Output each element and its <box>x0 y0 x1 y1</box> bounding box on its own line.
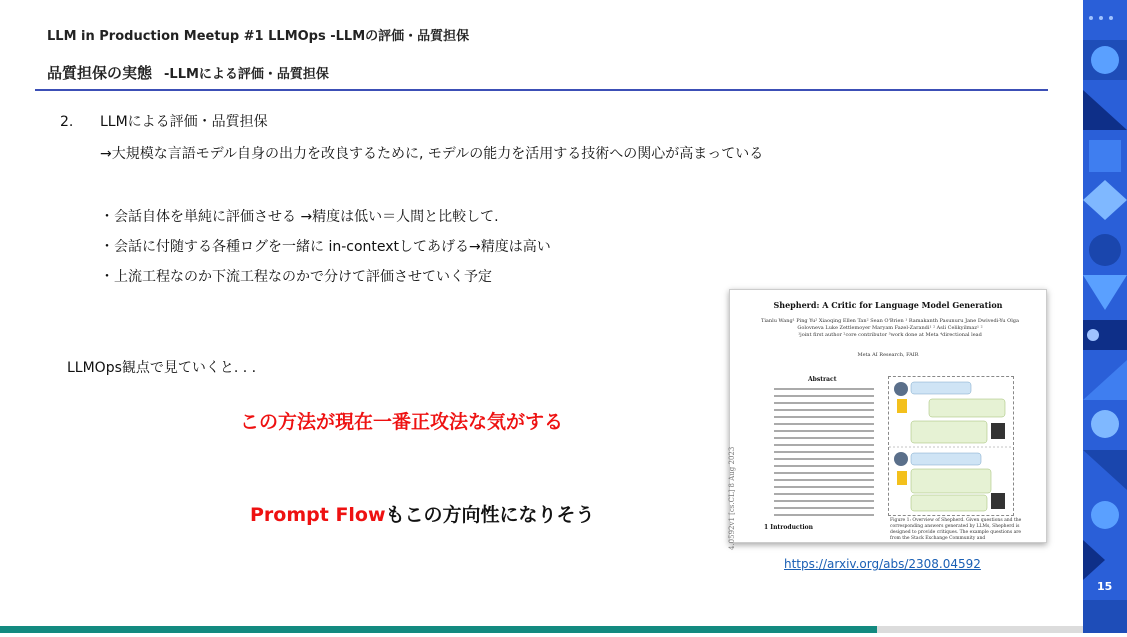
list-item-2 <box>60 111 268 131</box>
paper-abstract-text <box>774 388 874 521</box>
item-description: →大規模な言語モデル自身の出力を改良するために, モデルの能力を活用する技術への関心が高まっている <box>100 146 764 162</box>
decorative-pattern <box>1083 0 1127 633</box>
item-number: 2. <box>60 114 74 130</box>
item-label: LLMによる評価・品質担保 <box>100 114 268 130</box>
section-subtitle: -LLMによる評価・品質担保 <box>164 67 329 82</box>
section-title-main: 品質担保の実態 <box>47 64 153 82</box>
paper-title: Shepherd: A Critic for Language Model Generation <box>773 300 1003 310</box>
bullet-1: ・会話自体を単純に評価させる →精度は低い＝人間と比較して. <box>100 209 499 225</box>
bullet-3: ・上流工程なのか下流工程なのかで分けて評価させていく予定 <box>100 269 492 285</box>
bottom-accent-bar <box>0 626 877 633</box>
section-title <box>47 62 329 83</box>
paper-author-notes: ¹joint first author ²core contributor ³work done at Meta ⁴directional lead <box>798 332 982 338</box>
paper-intro-heading: 1 Introduction <box>764 524 813 531</box>
paper-figure <box>888 376 1014 516</box>
paper-authors <box>750 318 1030 339</box>
prompt-flow-statement <box>250 500 595 527</box>
paper-affiliation: Meta AI Research, FAIR <box>857 352 919 358</box>
paper-author-names: Tianlu Wang¹ Ping Yu² Xiaoqing Ellen Tan² Sean O'Brien ¹ Ramakanth Pasunuru Jane Dwivedi-Yu Olga Golovneva Luke Zettlemoyer Maryam Fazel-Zarandi¹ ² Asli Celikyilmaz¹ ² <box>761 318 1019 331</box>
page-number: 15 <box>1097 580 1113 593</box>
bottom-accent-bar-gray <box>877 626 1083 633</box>
prompt-flow-name: Prompt Flow <box>250 504 386 526</box>
paper-arxiv-id: 4.0592v1 [cs.CL] 8 Aug 2023 <box>728 446 736 550</box>
paper-thumbnail <box>728 289 1047 550</box>
paper-abstract-heading: Abstract <box>808 376 837 383</box>
arxiv-link[interactable]: https://arxiv.org/abs/2308.04592 <box>784 557 981 571</box>
decorative-side-bar <box>1083 0 1127 633</box>
llmops-note: LLMOps観点で見ていくと. . . <box>67 360 257 376</box>
title-divider <box>35 89 1048 91</box>
bullet-2: ・会話に付随する各種ログを一緒に in-contextしてあげる→精度は高い <box>100 239 551 255</box>
paper-figure-caption: Figure 1: Overview of Shepherd. Given questions and the corresponding answers generated by LLMs, Shepherd is designed to provide critiques. The example questions are from the Stack Exchange Community and <box>890 518 1022 541</box>
prompt-flow-rest: もこの方向性になりそう <box>385 504 595 526</box>
paper-figure-graphic <box>889 377 1013 515</box>
highlight-statement: この方法が現在一番正攻法な気がする <box>240 411 564 433</box>
header-title: LLM in Production Meetup #1 LLMOps -LLMの評価・品質担保 <box>47 29 470 44</box>
